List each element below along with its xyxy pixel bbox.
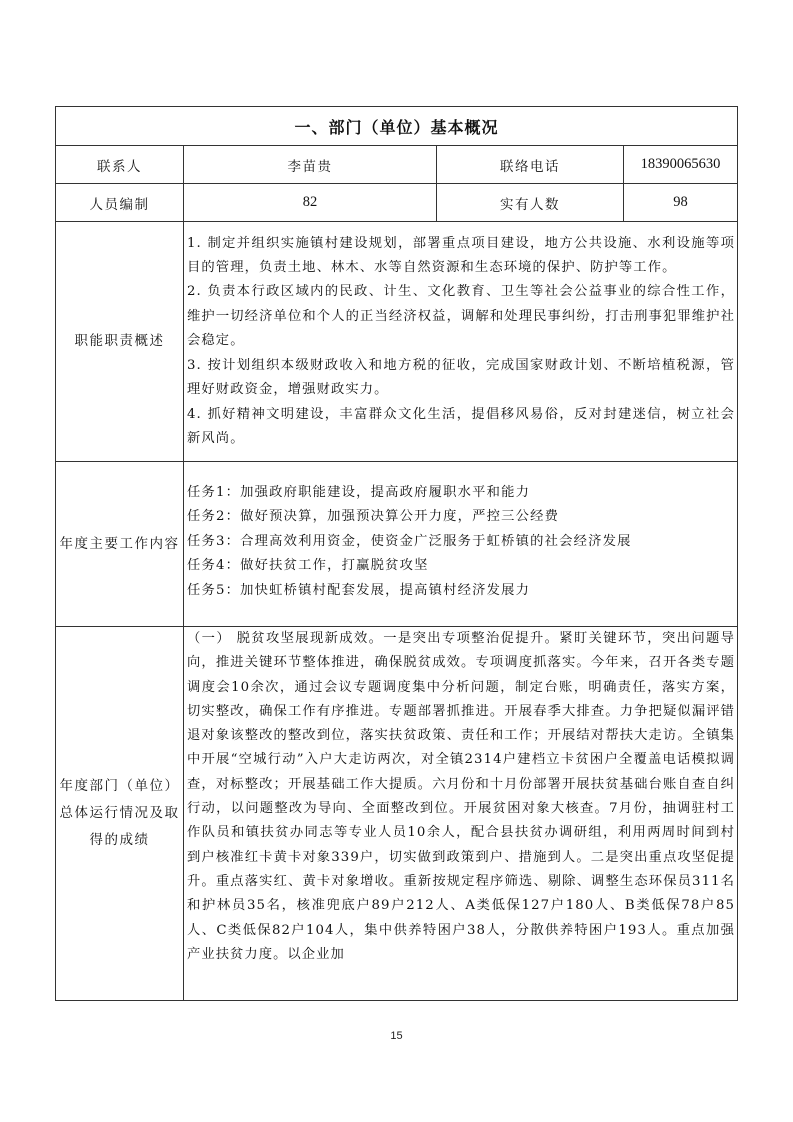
functions-content [184,222,738,462]
task-item: 任务3：合理高效利用资金，使资金广泛服务于虹桥镇的社会经济发展 [187,533,632,549]
function-item: 1. 制定并组织实施镇村建设规划，部署重点项目建设，地方公共设施、水利设施等项目的管理，负责土地、林木、水等自然资源和生态环境的保护、防护等工作。 [187,235,736,276]
phone-value: 18390065630 [624,146,738,184]
annual-tasks-row [56,462,738,627]
results-text: （一） 脱贫攻坚展现新成效。一是突出专项整治促提升。紧盯关键环节，突出问题导向，推进关键环节整体推进，确保脱贫成效。专项调度抓落实。今年来，召开各类专题调度会10余次，通过会议专题调度集中分析问题，制定台账，明确责任，落实方案，切实整改，确保工作有序推进。专题部署抓推进。开展春季大排查。力争把疑似漏评错退对象该整改的整改到位，落实扶贫政策、责任和工作；开展结对帮扶大走访。全镇集中开展“空城行动”入户大走访两次，对全镇2314户建档立卡贫困户全覆盖电话模拟调查，对标整改；开展基础工作大提质。六月份和十月份部署开展扶贫基础台账自查自纠行动，以问题整改为导向、全面整改到位。开展贫困对象大核查。7月份，抽调驻村工作队员和镇扶贫办同志等专业人员10余人，配合县扶贫办调研组，利用两周时间到村到户核准红卡黄卡对象339户，切实做到政策到户、措施到人。二是突出重点攻坚促提升。重点落实红、黄卡对象增收。重新按规定程序筛选、剔除、调整生态环保员311名和护林员35名，核准兜底户89户212人、A类低保127户180人、B类低保78户85人、C类低保82户104人，集中供养特困户38人，分散供养特困户193人。重点加强产业扶贫力度。以企业加 [187,631,736,962]
task-item: 任务2：做好预决算，加强预决算公开力度，严控三公经费 [187,509,560,525]
authorized-staff-label: 人员编制 [56,184,184,222]
annual-tasks-content [184,462,738,627]
task-item: 任务5：加快虹桥镇村配套发展，提高镇村经济发展力 [187,582,531,598]
contact-row [56,146,738,184]
actual-staff-value: 98 [624,184,738,222]
basic-info-table [55,106,738,1001]
title-row [56,107,738,146]
results-row [56,627,738,1001]
task-item: 任务4：做好扶贫工作，打赢脱贫攻坚 [187,558,429,574]
contact-person-label: 联系人 [56,146,184,184]
function-item: 3. 按计划组织本级财政收入和地方税的征收，完成国家财政计划、不断培植税源，管理好财政资金，增强财政实力。 [187,357,736,398]
functions-row [56,222,738,462]
task-item: 任务1：加强政府职能建设，提高政府履职水平和能力 [187,484,531,500]
phone-label: 联络电话 [437,146,624,184]
results-label: 年度部门（单位）总体运行情况及取得的成绩 [56,627,184,1001]
annual-tasks-label: 年度主要工作内容 [56,462,184,627]
function-item: 2. 负责本行政区域内的民政、计生、文化教育、卫生等社会公益事业的综合性工作，维护一切经济单位和个人的正当经济权益，调解和处理民事纠纷，打击刑事犯罪维护社会稳定。 [187,284,736,349]
results-content [184,627,738,1001]
authorized-staff-value: 82 [184,184,437,222]
section-title: 一、部门（单位）基本概况 [56,107,738,146]
functions-label: 职能职责概述 [56,222,184,462]
staffing-row [56,184,738,222]
actual-staff-label: 实有人数 [437,184,624,222]
page-number: 15 [390,1030,403,1042]
contact-person-value: 李苗贵 [184,146,437,184]
function-item: 4. 抓好精神文明建设，丰富群众文化生活，提倡移风易俗，反对封建迷信，树立社会新风尚。 [187,406,736,446]
